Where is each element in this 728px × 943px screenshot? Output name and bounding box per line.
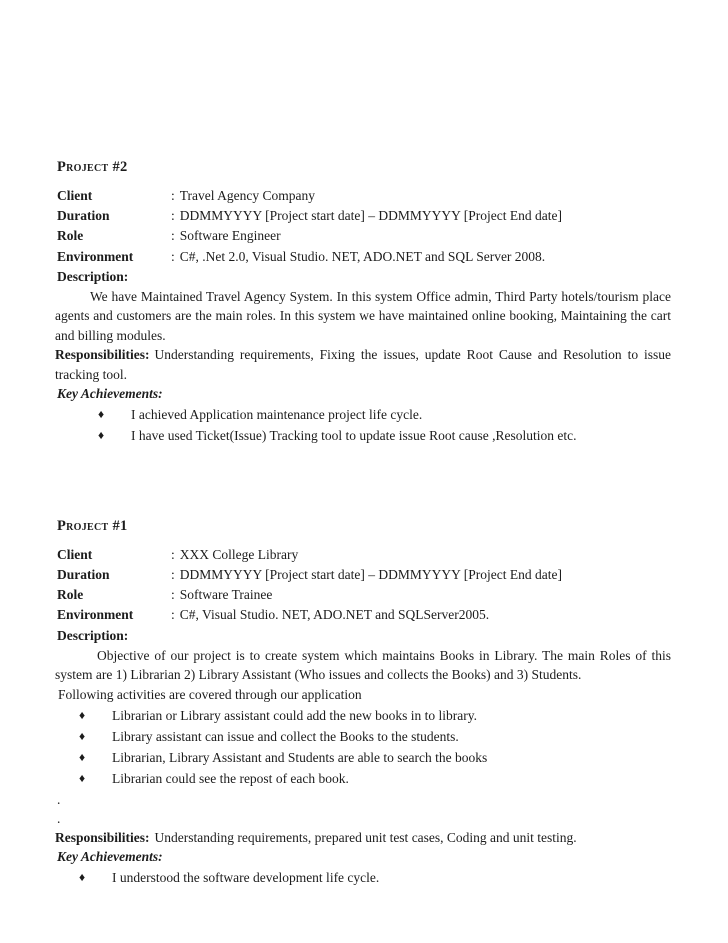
- detail-value: XXX College Library: [179, 546, 299, 562]
- list-item: [55, 706, 671, 726]
- bullet-text: I achieved Application maintenance project life cycle.: [131, 407, 423, 423]
- detail-row-environment: [55, 605, 671, 625]
- list-item: [55, 748, 671, 768]
- key-achievements-label: Key Achievements:: [57, 386, 163, 402]
- bullet-text: Library assistant can issue and collect the Books to the students.: [112, 728, 459, 744]
- detail-row-role: [55, 226, 671, 246]
- detail-row-duration: [55, 206, 671, 226]
- activities-list: [55, 706, 671, 789]
- detail-label: Duration: [57, 208, 110, 224]
- responsibilities-label: Responsibilities:: [55, 347, 150, 363]
- detail-value: DDMMYYYY [Project start date] – DDMMYYYY [Project End date]: [179, 208, 562, 224]
- detail-label: Role: [57, 587, 84, 603]
- detail-row-role: [55, 585, 671, 605]
- achievements-list: [55, 405, 671, 446]
- description-label: Description:: [57, 268, 129, 284]
- responsibilities-text: Understanding requirements, prepared unit test cases, Coding and unit testing.: [154, 829, 577, 845]
- detail-label: Environment: [57, 248, 134, 264]
- responsibilities-paragraph: [55, 828, 671, 848]
- detail-colon: :: [171, 587, 175, 603]
- bullet-text: Librarian or Library assistant could add the new books in to library.: [112, 707, 478, 723]
- detail-value: Travel Agency Company: [179, 188, 316, 203]
- detail-label: Client: [57, 546, 93, 562]
- diamond-bullet-icon: ♦: [98, 407, 105, 422]
- detail-value: Software Trainee: [179, 587, 273, 603]
- diamond-bullet-icon: ♦: [79, 707, 86, 722]
- detail-row-client: [55, 186, 671, 206]
- detail-label: Duration: [57, 567, 110, 583]
- detail-colon: :: [171, 546, 175, 562]
- detail-colon: :: [171, 607, 175, 623]
- achievements-list: [55, 868, 671, 888]
- project-1-heading: Project #1: [57, 517, 128, 534]
- description-paragraph: Objective of our project is to create system which maintains Books in Library. The main Roles of this system are 1) Librarian 2) Library Assistant (Who issues and collects the Books) and 3) Students.: [55, 647, 671, 683]
- diamond-bullet-icon: ♦: [79, 870, 86, 885]
- list-item: [55, 727, 671, 747]
- bullet-text: I understood the software development life cycle.: [112, 870, 380, 886]
- bullet-text: Librarian, Library Assistant and Students are able to search the books: [112, 749, 488, 765]
- detail-colon: :: [171, 188, 175, 203]
- stray-dot-line: .: [57, 791, 61, 807]
- bullet-text: I have used Ticket(Issue) Tracking tool to update issue Root cause ,Resolution etc.: [131, 428, 577, 444]
- list-item: [55, 868, 671, 888]
- description-label: Description:: [57, 627, 129, 643]
- detail-label: Role: [57, 228, 84, 244]
- list-item: [55, 426, 671, 446]
- detail-value: C#, .Net 2.0, Visual Studio. NET, ADO.NET and SQL Server 2008.: [179, 248, 546, 264]
- project-2-heading: Project #2: [57, 159, 128, 175]
- responsibilities-text: Understanding requirements, Fixing the issues, update Root Cause and Resolution to issue tracking tool.: [55, 347, 671, 382]
- project-1-section: [55, 516, 671, 888]
- key-achievements-label: Key Achievements:: [57, 849, 163, 865]
- detail-colon: :: [171, 567, 175, 583]
- description-paragraph: We have Maintained Travel Agency System. In this system Office admin, Third Party hotels/tourism place agents and customers are the main roles. In this system we have maintained online booking, Maintaining the cart and billing modules.: [55, 288, 671, 343]
- diamond-bullet-icon: ♦: [79, 770, 86, 785]
- description-following-line: Following activities are covered through our application: [58, 686, 362, 702]
- bullet-text: Librarian could see the repost of each book.: [112, 770, 349, 786]
- detail-colon: :: [171, 208, 175, 224]
- detail-row-environment: [55, 247, 671, 267]
- diamond-bullet-icon: ♦: [98, 428, 105, 443]
- diamond-bullet-icon: ♦: [79, 728, 86, 743]
- detail-colon: :: [171, 248, 175, 264]
- detail-value: Software Engineer: [179, 228, 281, 244]
- detail-colon: :: [171, 228, 175, 244]
- stray-dot-line: .: [57, 810, 61, 826]
- project-2-section: [55, 157, 671, 446]
- detail-label: Client: [57, 188, 93, 203]
- responsibilities-paragraph: [55, 345, 671, 384]
- detail-row-client: [55, 545, 671, 565]
- diamond-bullet-icon: ♦: [79, 749, 86, 764]
- detail-value: C#, Visual Studio. NET, ADO.NET and SQLServer2005.: [179, 607, 490, 623]
- detail-label: Environment: [57, 607, 134, 623]
- detail-row-duration: [55, 565, 671, 585]
- list-item: [55, 405, 671, 425]
- responsibilities-label: Responsibilities:: [55, 829, 150, 845]
- list-item: [55, 769, 671, 789]
- detail-value: DDMMYYYY [Project start date] – DDMMYYYY [Project End date]: [179, 567, 562, 583]
